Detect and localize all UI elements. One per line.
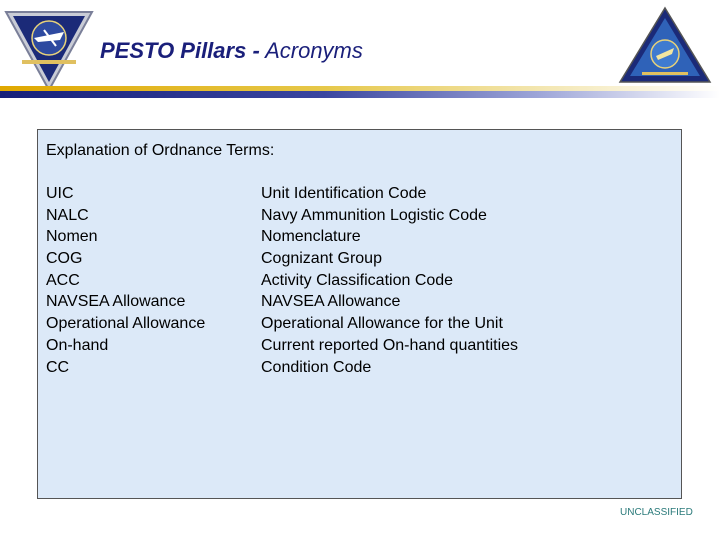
term: Nomen (46, 228, 98, 246)
definition: Unit Identification Code (261, 185, 427, 202)
title-main: PESTO Pillars - (100, 38, 260, 63)
definition: Cognizant Group (261, 250, 382, 268)
term: Operational Allowance (46, 315, 206, 333)
definitions-column (261, 183, 518, 378)
definition: Operational Allowance for the Unit (261, 315, 503, 333)
term: NAVSEA Allowance (46, 293, 186, 311)
naval-emblem-icon (4, 8, 94, 92)
triangle-emblem-icon (618, 6, 712, 84)
definition: Current reported On-hand quantities (261, 336, 519, 354)
definition: Condition Code (261, 358, 372, 376)
terms-column (46, 183, 205, 378)
definition: NAVSEA Allowance (261, 293, 401, 311)
term: CC (46, 358, 70, 376)
section-heading: Explanation of Ordnance Terms: (46, 142, 275, 159)
definition: Navy Ammunition Logistic Code (261, 206, 487, 224)
term: UIC (46, 185, 74, 202)
term: COG (46, 250, 83, 268)
term: On-hand (46, 336, 109, 354)
term: NALC (46, 206, 89, 224)
term: ACC (46, 271, 80, 289)
classification-label: UNCLASSIFIED (620, 507, 693, 518)
header-blue-bar (0, 91, 720, 98)
content-panel (37, 129, 682, 499)
title-subtitle: Acronyms (259, 38, 363, 63)
definition: Activity Classification Code (261, 271, 454, 289)
definition: Nomenclature (261, 228, 361, 246)
page-title (100, 38, 363, 64)
